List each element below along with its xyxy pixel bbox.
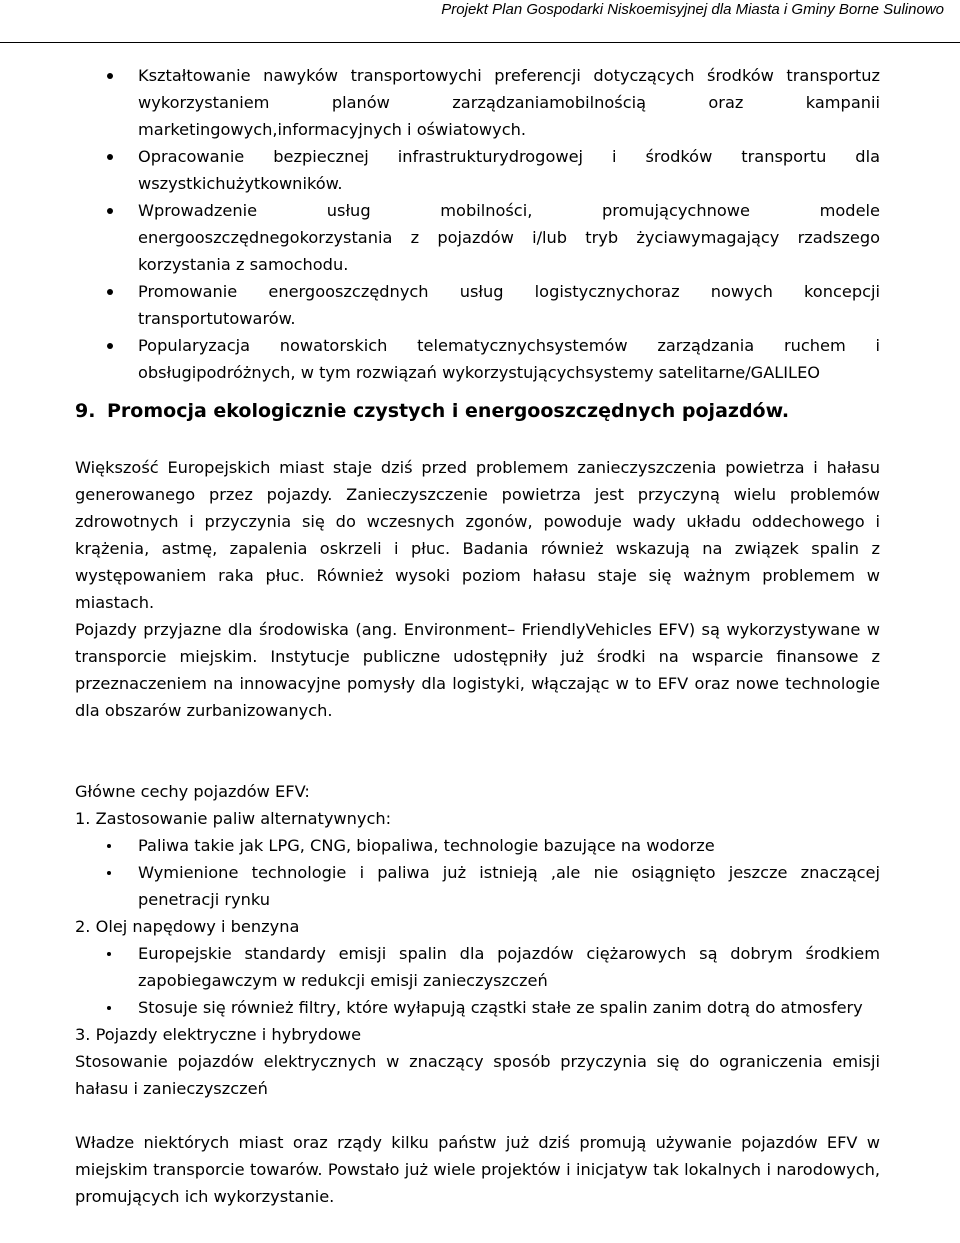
list-item: Stosuje się również filtry, które wyłapują cząstki stałe ze spalin zanim dotrą do atmosfery (75, 994, 880, 1021)
paragraph-pollution: Większość Europejskich miast staje dziś przed problemem zanieczyszczenia powietrza i hałasu generowanego przez pojazdy. Zanieczyszczenie powietrza jest przyczyną wielu problemów zdrowotnych i przyczynia się do wczesnych zgonów, powoduje wady układu oddechowego i krążenia, astmę, zapalenia oskrzeli i płuc. Badania również wskazują na związek spalin z występowaniem raka płuc. Również wysoki poziom hałasu staje się ważnym problemem w miastach. (75, 458, 880, 612)
page-header (0, 0, 960, 43)
top-bullet-list (75, 62, 880, 386)
list-item: Popularyzacja nowatorskich telematycznychsystemów zarządzania ruchem i obsługipodróżnych, w tym rozwiązań wykorzystującychsystemy satelitarne/GALILEO (75, 332, 880, 386)
bullet-icon (107, 952, 111, 956)
list-item: Wymienione technologie i paliwa już istnieją ,ale nie osiągnięto jeszcze znaczącej penetracji rynku (75, 859, 880, 913)
bullet-icon (107, 844, 111, 848)
paragraph-authorities: Władze niektórych miast oraz rządy kilku państw już dziś promują używanie pojazdów EFV w miejskim transporcie towarów. Powstało już wiele projektów i inicjatyw tak lokalnych i narodowych, promujących ich wykorzystanie. (75, 1133, 880, 1206)
section-title: Promocja ekologicznie czystych i energooszczędnych pojazdów. (107, 400, 790, 422)
header-title: Projekt Plan Gospodarki Niskoemisyjnej dla Miasta i Gminy Borne Sulinowo (441, 1, 944, 18)
bullet-icon (107, 343, 113, 349)
features-heading: Główne cechy pojazdów EFV: (75, 782, 310, 801)
bullet-icon (107, 208, 113, 214)
list-item: Opracowanie bezpiecznej infrastrukturydrogowej i środków transportu dla wszystkichużytkowników. (75, 143, 880, 197)
feature-item-2: 2. Olej napędowy i benzyna (75, 917, 300, 936)
document-body (75, 62, 880, 1210)
bullet-icon (107, 871, 111, 875)
list-item: Kształtowanie nawyków transportowychi preferencji dotyczących środków transportuz wykorzystaniem planów zarządzaniamobilnością oraz kampanii marketingowych,informacyjnych i oświatowych. (75, 62, 880, 143)
feature-2-bullets (75, 940, 880, 1021)
bullet-icon (107, 1006, 111, 1010)
list-item: Wprowadzenie usług mobilności, promującychnowe modele energooszczędnegokorzystania z pojazdów i/lub tryb życiawymagający rzadszego korzystania z samochodu. (75, 197, 880, 278)
bullet-icon (107, 154, 113, 160)
bullet-icon (107, 289, 113, 295)
feature-item-3: 3. Pojazdy elektryczne i hybrydowe (75, 1025, 362, 1044)
list-item: Paliwa takie jak LPG, CNG, biopaliwa, technologie bazujące na wodorze (75, 832, 880, 859)
paragraph-efv: Pojazdy przyjazne dla środowiska (ang. Environment– FriendlyVehicles EFV) są wykorzystywane w transporcie miejskim. Instytucje publiczne udostępniły już środki na wsparcie finansowe z przeznaczeniem na innowacyjne pomysły dla logistyki, włączając w to EFV oraz nowe technologie dla obszarów zurbanizowanych. (75, 620, 880, 720)
section-number: 9. (75, 400, 96, 422)
feature-1-bullets (75, 832, 880, 913)
paragraph-electric: Stosowanie pojazdów elektrycznych w znaczący sposób przyczynia się do ograniczenia emisji hałasu i zanieczyszczeń (75, 1052, 880, 1098)
list-item: Europejskie standardy emisji spalin dla pojazdów ciężarowych są dobrym środkiem zapobiegawczym w redukcji emisji zanieczyszczeń (75, 940, 880, 994)
list-item: Promowanie energooszczędnych usług logistycznychoraz nowych koncepcji transportutowarów. (75, 278, 880, 332)
feature-item-1: 1. Zastosowanie paliw alternatywnych: (75, 809, 392, 828)
section-heading (75, 396, 880, 426)
bullet-icon (107, 73, 113, 79)
